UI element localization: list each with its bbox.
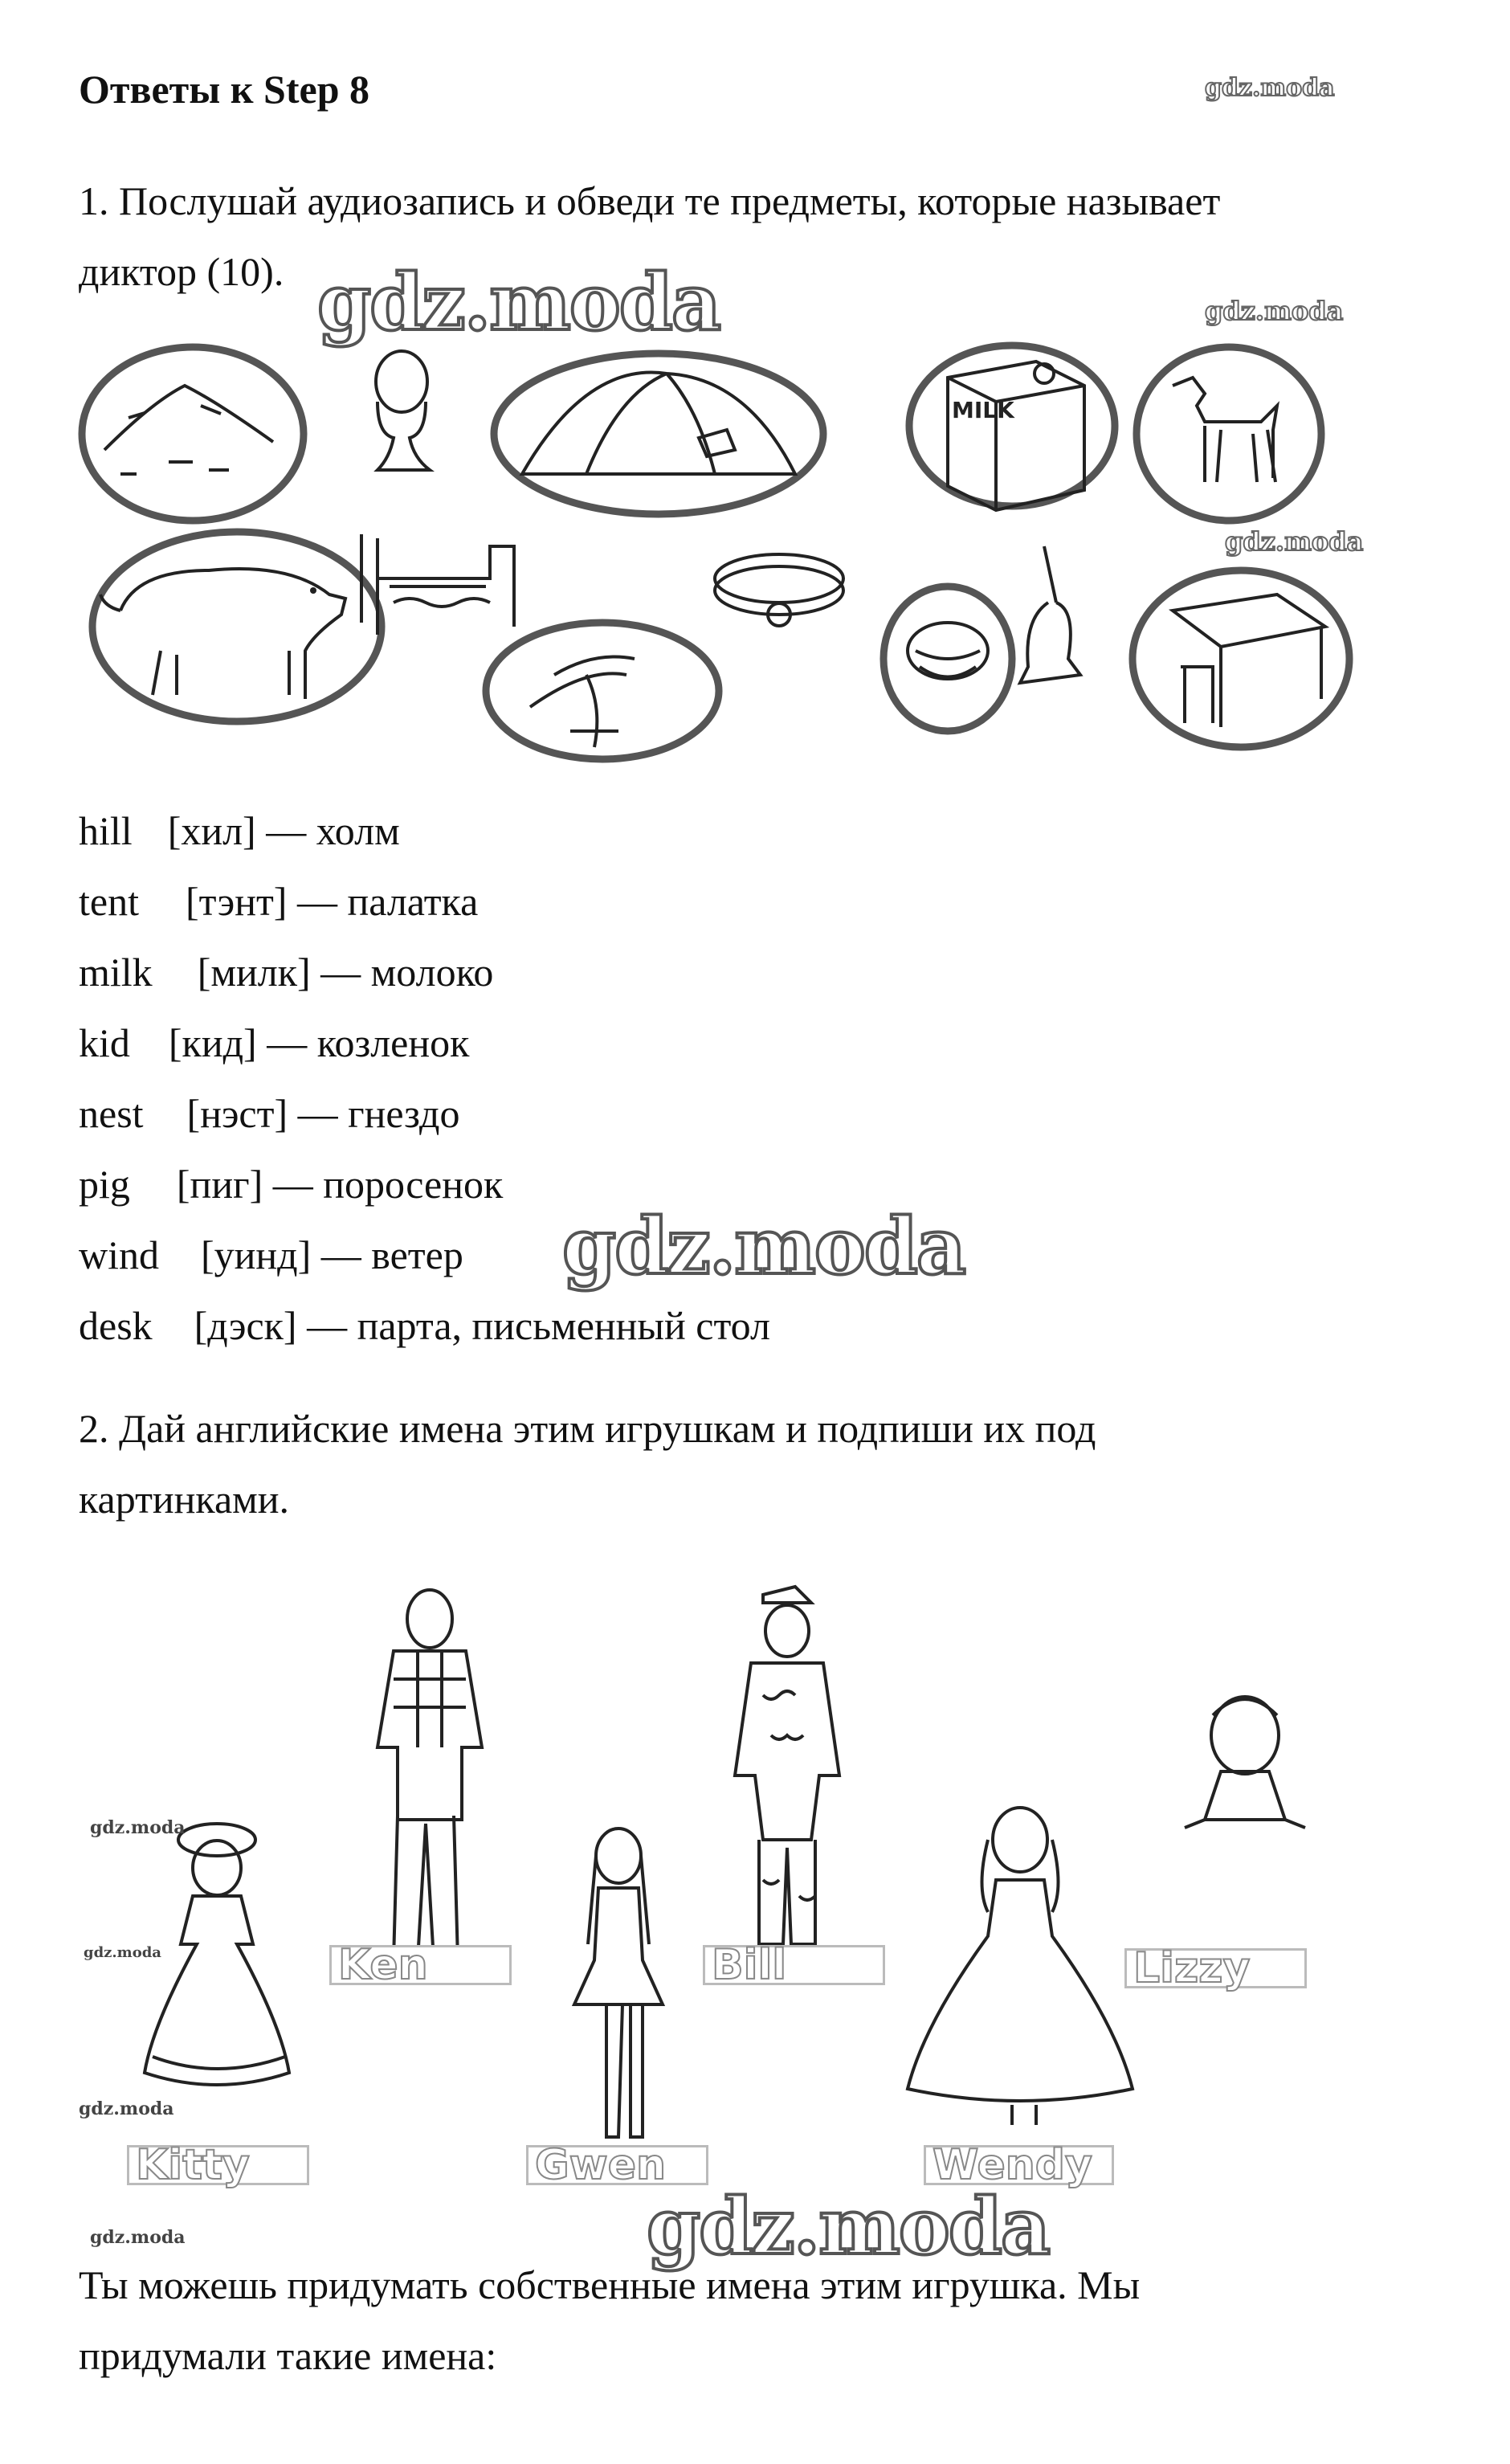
vocab-row (79, 949, 493, 995)
vocab-row (79, 1161, 503, 1207)
milk-picture[interactable] (909, 345, 1115, 510)
watermark: gdz.moda (1205, 296, 1344, 326)
watermark: gdz.moda (79, 2098, 174, 2119)
vocab-row (79, 1302, 770, 1349)
vocab-transcription: [нэст] (186, 1091, 288, 1136)
wind-picture[interactable] (486, 623, 719, 759)
svg-text:MILK: MILK (952, 397, 1014, 423)
vocab-word: nest (79, 1091, 144, 1136)
pig-picture[interactable] (92, 532, 382, 721)
vocab-translation: — молоко (320, 950, 494, 995)
vocab-transcription: [милк] (197, 950, 311, 995)
vocab-word: milk (79, 950, 153, 995)
vocab-row (79, 1020, 469, 1066)
watermark: gdz.moda (90, 2227, 186, 2248)
vocab-word: tent (79, 879, 139, 924)
kitty-doll (145, 1824, 289, 2085)
vocab-row (79, 1232, 463, 1278)
bell-picture (1020, 546, 1080, 683)
lizzy-label: Lizzy (1124, 1948, 1307, 1988)
vocab-transcription: [хил] (167, 808, 256, 853)
page-title: Ответы к Step 8 (79, 67, 370, 112)
task2-line2: картинками. (79, 1477, 290, 1522)
task2-instruction (79, 1393, 1444, 1534)
footer-text (79, 2249, 1444, 2391)
bill-doll (735, 1587, 839, 1944)
vocab-transcription: [уинд] (201, 1232, 312, 1277)
vocab-transcription: [пиг] (176, 1162, 263, 1207)
task1-picture (72, 329, 1406, 763)
vocab-word: pig (79, 1162, 130, 1207)
vocab-row (79, 878, 478, 925)
vocab-translation: — поросенок (272, 1162, 504, 1207)
task1-instruction (79, 165, 1444, 307)
watermark: gdz.moda (1225, 526, 1364, 557)
wendy-doll (908, 1808, 1132, 2125)
eggcup-picture (376, 351, 430, 470)
vocab-transcription: [дэск] (194, 1303, 297, 1348)
watermark: gdz.moda (647, 2181, 1050, 2272)
wendy-label: Wendy (924, 2145, 1114, 2185)
vocab-translation: — гнездо (297, 1091, 460, 1136)
desk-picture[interactable] (1132, 570, 1349, 747)
hill-picture[interactable] (82, 347, 304, 521)
vocab-translation: — козленок (267, 1020, 470, 1065)
vocab-row (79, 807, 400, 854)
vocab-translation: — палатка (296, 879, 479, 924)
tent-picture[interactable] (494, 353, 823, 514)
vocab-translation: — ветер (320, 1232, 463, 1277)
vocab-transcription: [кид] (168, 1020, 257, 1065)
gwen-label: Gwen (526, 2145, 708, 2185)
vocab-translation: — холм (266, 808, 400, 853)
ken-label: Ken (329, 1945, 512, 1985)
vocab-transcription: [тэнт] (185, 879, 288, 924)
task2-line1: 2. Дай английские имена этим игрушкам и подпиши их под (79, 1406, 1096, 1451)
bill-label: Bill (703, 1945, 885, 1985)
kitty-label: Kitty (127, 2145, 309, 2185)
watermark: gdz.moda (90, 1817, 186, 1838)
vocab-word: desk (79, 1303, 153, 1348)
ken-doll (378, 1590, 482, 1960)
vocab-row (79, 1090, 459, 1137)
vocab-word: kid (79, 1020, 130, 1065)
footer-line1: Ты можешь придумать собственные имена этим игрушка. Мы (79, 2262, 1141, 2307)
watermark: gdz.moda (562, 1201, 965, 1292)
task1-line2: диктор (10). (79, 249, 284, 294)
kid-picture[interactable] (1137, 347, 1321, 521)
lizzy-doll (1185, 1697, 1305, 1828)
vocab-word: wind (79, 1232, 159, 1277)
watermark: gdz.moda (84, 1944, 161, 1961)
watermark: gdz.moda (1205, 74, 1335, 102)
vocab-translation: — парта, письменный стол (307, 1303, 770, 1348)
toys-picture (72, 1575, 1373, 2185)
watermark: gdz.moda (317, 257, 720, 348)
nest-picture[interactable] (884, 586, 1012, 731)
collar-picture (715, 554, 843, 626)
vocab-word: hill (79, 808, 133, 853)
task1-line1: 1. Послушай аудиозапись и обведи те предметы, которые называет (79, 178, 1221, 223)
gwen-doll (574, 1829, 663, 2137)
footer-line2: придумали такие имена: (79, 2333, 497, 2378)
